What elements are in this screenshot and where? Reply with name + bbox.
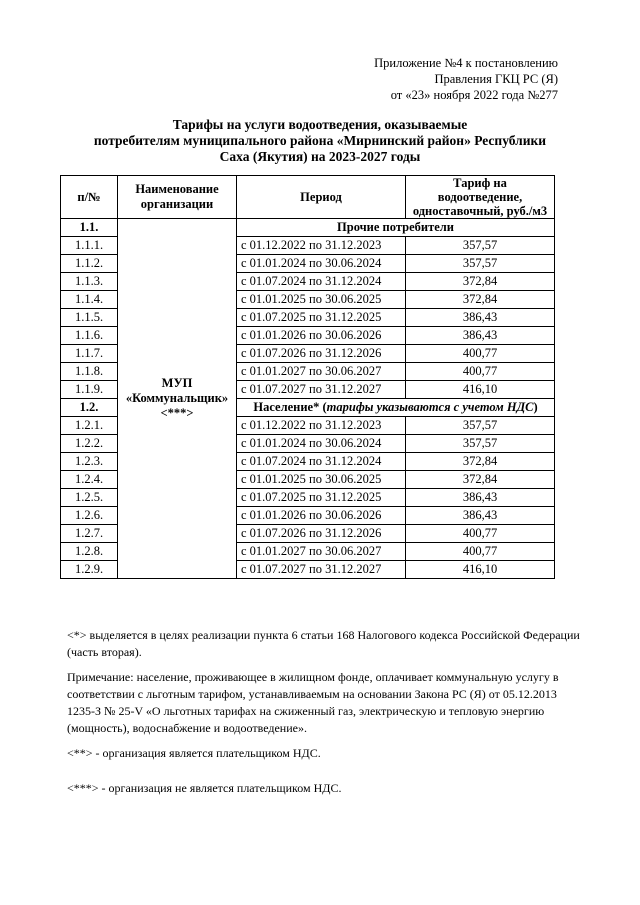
row-num: 1.1.9. — [61, 381, 118, 399]
row-num: 1.2.4. — [61, 471, 118, 489]
title-line-2: потребителям муниципального района «Мирнинский район» Республики — [93, 133, 547, 148]
row-tariff: 372,84 — [406, 291, 555, 309]
row-tariff: 357,57 — [406, 237, 555, 255]
row-tariff: 386,43 — [406, 507, 555, 525]
row-tariff: 400,77 — [406, 363, 555, 381]
row-num: 1.2.3. — [61, 453, 118, 471]
row-tariff: 372,84 — [406, 471, 555, 489]
row-period: с 01.07.2024 по 31.12.2024 — [237, 273, 406, 291]
row-period: с 01.01.2025 по 30.06.2025 — [237, 291, 406, 309]
row-tariff: 372,84 — [406, 273, 555, 291]
row-num: 1.2.2. — [61, 435, 118, 453]
row-num: 1.1.6. — [61, 327, 118, 345]
row-tariff: 357,57 — [406, 435, 555, 453]
row-period: с 01.01.2024 по 30.06.2024 — [237, 435, 406, 453]
row-period: с 01.01.2027 по 30.06.2027 — [237, 543, 406, 561]
row-period: с 01.07.2024 по 31.12.2024 — [237, 453, 406, 471]
notes-block — [67, 627, 587, 805]
row-num: 1.1.1. — [61, 237, 118, 255]
section-title-note: тарифы указываются с учетом НДС — [326, 400, 534, 414]
organization-line2: «Коммунальщик» — [125, 391, 229, 405]
header-tariff: Тариф на водоотведение, одноставочный, руб./м3 — [406, 176, 555, 219]
tariffs-table — [60, 175, 555, 579]
note-non-vat-payer: <***> - организация не является плательщиком НДС. — [67, 781, 342, 795]
row-period: с 01.07.2025 по 31.12.2025 — [237, 309, 406, 327]
row-period: с 01.12.2022 по 31.12.2023 — [237, 237, 406, 255]
row-tariff: 386,43 — [406, 489, 555, 507]
section-title: Прочие потребители — [237, 219, 555, 237]
row-tariff: 416,10 — [406, 561, 555, 579]
section-title — [237, 399, 555, 417]
row-num: 1.2.8. — [61, 543, 118, 561]
note-vat-allocation: <*> выделяется в целях реализации пункта 6 статьи 168 Налогового кодекса Российской Федерации (часть вторая). — [67, 628, 580, 659]
row-num: 1.2.7. — [61, 525, 118, 543]
organization-name — [118, 219, 237, 579]
row-tariff: 357,57 — [406, 255, 555, 273]
row-num: 1.1.3. — [61, 273, 118, 291]
row-period: с 01.01.2026 по 30.06.2026 — [237, 327, 406, 345]
header-org: Наименование организации — [118, 176, 237, 219]
row-num: 1.2.1. — [61, 417, 118, 435]
header-line-3: от «23» ноября 2022 года №277 — [390, 88, 558, 102]
row-tariff: 357,57 — [406, 417, 555, 435]
section-num: 1.2. — [61, 399, 118, 417]
organization-line3: <***> — [160, 406, 194, 420]
row-period: с 01.01.2026 по 30.06.2026 — [237, 507, 406, 525]
header-num: п/№ — [61, 176, 118, 219]
title-line-1: Тарифы на услуги водоотведения, оказываемые — [172, 117, 468, 132]
table-body — [61, 219, 555, 579]
header-line-1: Приложение №4 к постановлению — [374, 56, 558, 70]
title-line-3: Саха (Якутия) на 2023-2027 годы — [219, 149, 421, 164]
row-period: с 01.07.2026 по 31.12.2026 — [237, 525, 406, 543]
row-tariff: 400,77 — [406, 525, 555, 543]
document-header — [374, 55, 558, 103]
row-num: 1.2.6. — [61, 507, 118, 525]
row-period: с 01.07.2027 по 31.12.2027 — [237, 381, 406, 399]
row-num: 1.1.7. — [61, 345, 118, 363]
row-num: 1.1.4. — [61, 291, 118, 309]
row-tariff: 386,43 — [406, 309, 555, 327]
section-title-main: Население* ( — [253, 400, 327, 414]
note-vat-payer: <**> - организация является плательщиком НДС. — [67, 746, 321, 760]
row-period: с 01.07.2027 по 31.12.2027 — [237, 561, 406, 579]
row-num: 1.1.5. — [61, 309, 118, 327]
row-num: 1.1.2. — [61, 255, 118, 273]
row-period: с 01.07.2025 по 31.12.2025 — [237, 489, 406, 507]
section-row — [61, 219, 555, 237]
row-period: с 01.12.2022 по 31.12.2023 — [237, 417, 406, 435]
section-num: 1.1. — [61, 219, 118, 237]
row-tariff: 400,77 — [406, 345, 555, 363]
row-period: с 01.07.2026 по 31.12.2026 — [237, 345, 406, 363]
row-num: 1.1.8. — [61, 363, 118, 381]
table-header-row — [61, 176, 555, 219]
header-period: Период — [237, 176, 406, 219]
header-line-2: Правления ГКЦ РС (Я) — [434, 72, 558, 86]
note-population: Примечание: население, проживающее в жилищном фонде, оплачивает коммунальную услугу в соответствии с льготным тарифом, устанавливаемым на основании Закона РС (Я) от 05.12.2013 1235-З № 25-V «О льготных тарифах на сжиженный газ, электрическую и тепловую энергию (мощность), водоснабжение и водоотведение». — [67, 670, 559, 735]
row-tariff: 400,77 — [406, 543, 555, 561]
row-num: 1.2.5. — [61, 489, 118, 507]
section-title-end: ) — [533, 400, 538, 414]
row-tariff: 416,10 — [406, 381, 555, 399]
row-tariff: 372,84 — [406, 453, 555, 471]
row-period: с 01.01.2025 по 30.06.2025 — [237, 471, 406, 489]
document-title — [60, 117, 580, 165]
row-period: с 01.01.2024 по 30.06.2024 — [237, 255, 406, 273]
organization-line1: МУП — [161, 376, 193, 390]
row-tariff: 386,43 — [406, 327, 555, 345]
row-num: 1.2.9. — [61, 561, 118, 579]
row-period: с 01.01.2027 по 30.06.2027 — [237, 363, 406, 381]
